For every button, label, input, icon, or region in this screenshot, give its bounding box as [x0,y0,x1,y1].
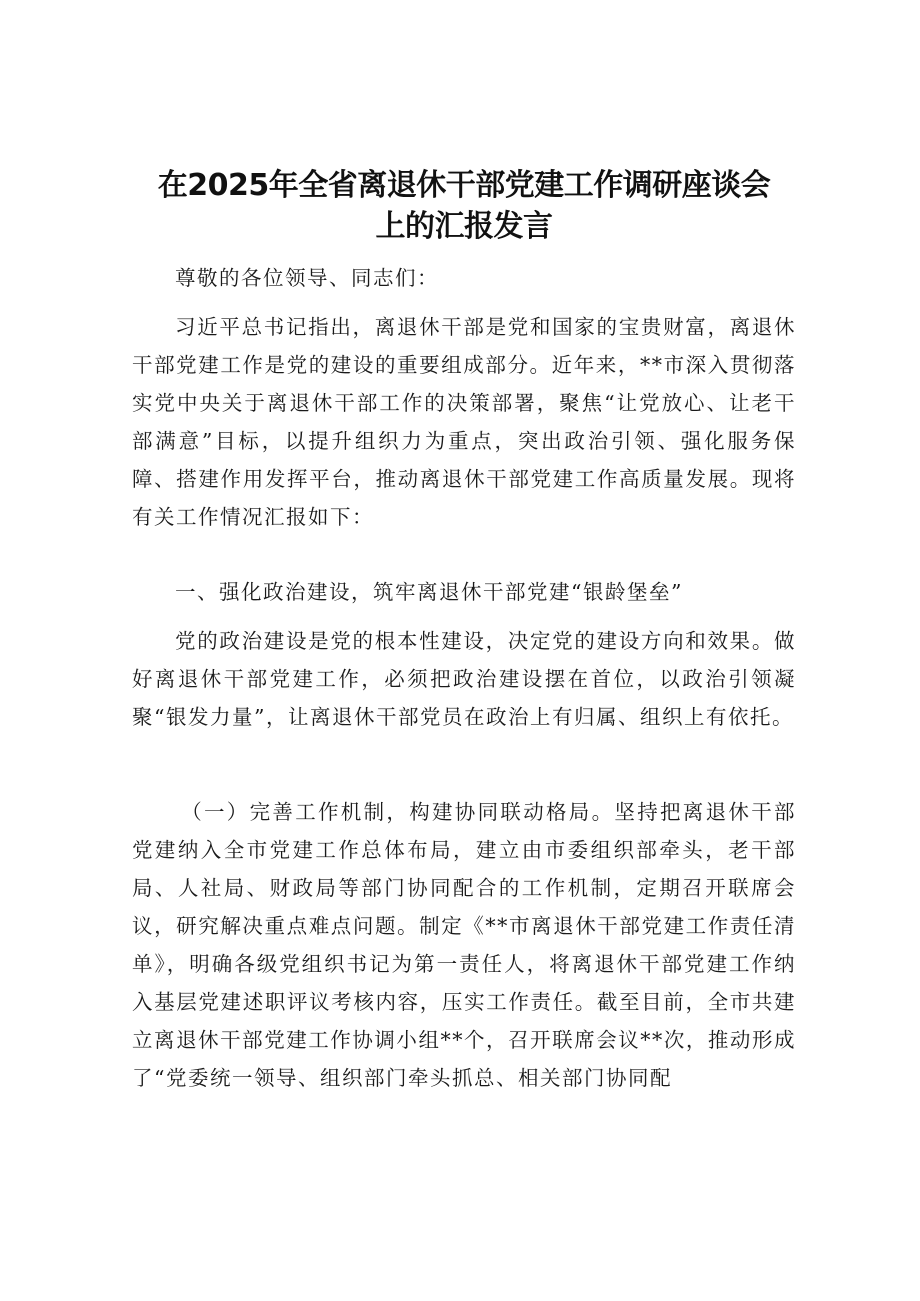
intro-paragraph: 习近平总书记指出，离退休干部是党和国家的宝贵财富，离退休干部党建工作是党的建设的重要组成部分。近年来，**市深入贯彻落实党中央关于离退休干部工作的决策部署，聚焦“让党放心、让老干部满意”目标，以提升组织力为重点，突出政治引领、强化服务保障、搭建作用发挥平台，推动离退休干部党建工作高质量发展。现将有关工作情况汇报如下： [132,315,796,529]
salutation: 尊敬的各位领导、同志们： [175,266,440,290]
document-title-line-1: 在2025年全省离退休干部党建工作调研座谈会 [157,168,771,203]
subsection-1-paragraph: （一）完善工作机制，构建协同联动格局。坚持把离退休干部党建纳入全市党建工作总体布局，建立由市委组织部牵头，老干部局、人社局、财政局等部门协同配合的工作机制，定期召开联席会议，研究解决重点难点问题。制定《**市离退休干部党建工作责任清单》，明确各级党组织书记为第一责任人，将离退休干部党建工作纳入基层党建述职评议考核内容，压实工作责任。截至目前，全市共建立离退休干部党建工作协调小组**个，召开联席会议**次，推动形成了“党委统一领导、组织部门牵头抓总、相关部门协同配 [132,800,796,1090]
section-1-heading: 一、强化政治建设，筑牢离退休干部党建“银龄堡垒” [175,580,684,604]
document-title-line-2: 上的汇报发言 [375,209,553,244]
section-1-paragraph: 党的政治建设是党的根本性建设，决定党的建设方向和效果。做好离退休干部党建工作，必须把政治建设摆在首位，以政治引领凝聚“银发力量”，让离退休干部党员在政治上有归属、组织上有依托。 [132,629,796,729]
